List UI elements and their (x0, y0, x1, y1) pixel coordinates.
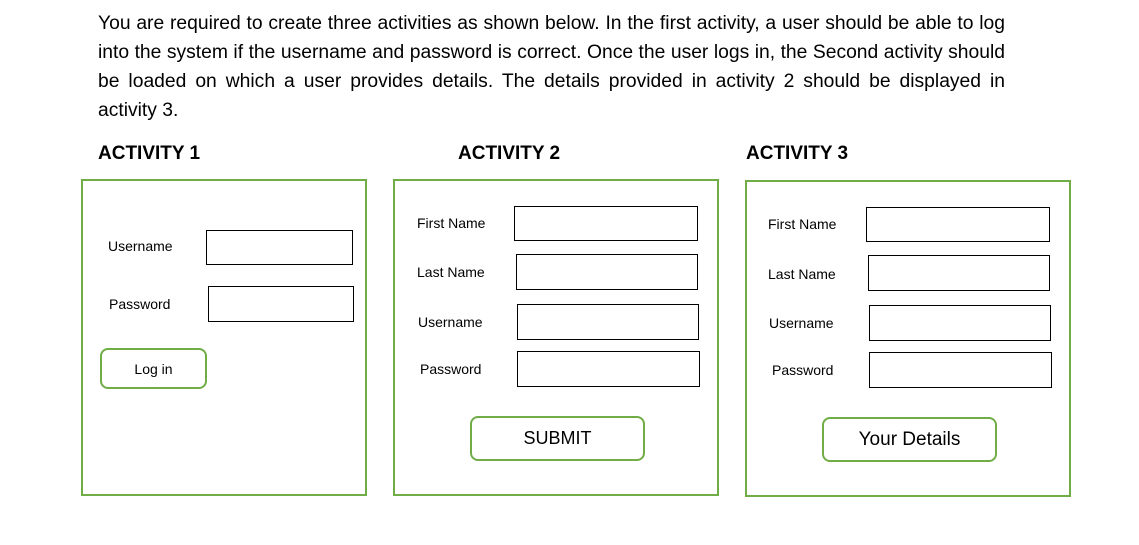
activity3-heading: ACTIVITY 3 (746, 143, 849, 164)
activity3-password-label: Password (772, 362, 834, 378)
activity1-username-label: Username (108, 238, 173, 254)
activity1-password-label: Password (109, 296, 171, 312)
activity3-first-name-display[interactable] (866, 207, 1050, 242)
activity2-heading: ACTIVITY 2 (458, 143, 561, 164)
activity2-password-label: Password (420, 361, 482, 377)
activity2-first-name-label: First Name (417, 215, 486, 231)
activity2-last-name-label: Last Name (417, 264, 485, 280)
activity3-last-name-display[interactable] (868, 255, 1050, 291)
activity2-first-name-input[interactable] (514, 206, 698, 241)
activity2-username-label: Username (418, 314, 483, 330)
activity2-username-input[interactable] (517, 304, 699, 340)
instructions-paragraph: You are required to create three activities as shown below. In the first activity, a user should be able to log into the system if the username and password is correct. Once the user logs in, the Second activity should be loaded on which a user provides details. The details provided in activity 2 should be displayed in activity 3. (98, 13, 1005, 121)
activity3-first-name-label: First Name (768, 216, 837, 232)
login-button[interactable]: Log in (100, 348, 207, 389)
activity1-heading: ACTIVITY 1 (98, 143, 201, 164)
activity1-panel (81, 179, 367, 496)
activity1-username-input[interactable] (206, 230, 353, 265)
submit-button[interactable]: SUBMIT (470, 416, 645, 461)
activity2-last-name-input[interactable] (516, 254, 698, 290)
activity3-password-display[interactable] (869, 352, 1052, 388)
activity3-username-display[interactable] (869, 305, 1051, 341)
activity2-password-input[interactable] (517, 351, 700, 387)
activity1-password-input[interactable] (208, 286, 354, 322)
activity3-last-name-label: Last Name (768, 266, 836, 282)
your-details-button[interactable]: Your Details (822, 417, 997, 462)
activity3-username-label: Username (769, 315, 834, 331)
